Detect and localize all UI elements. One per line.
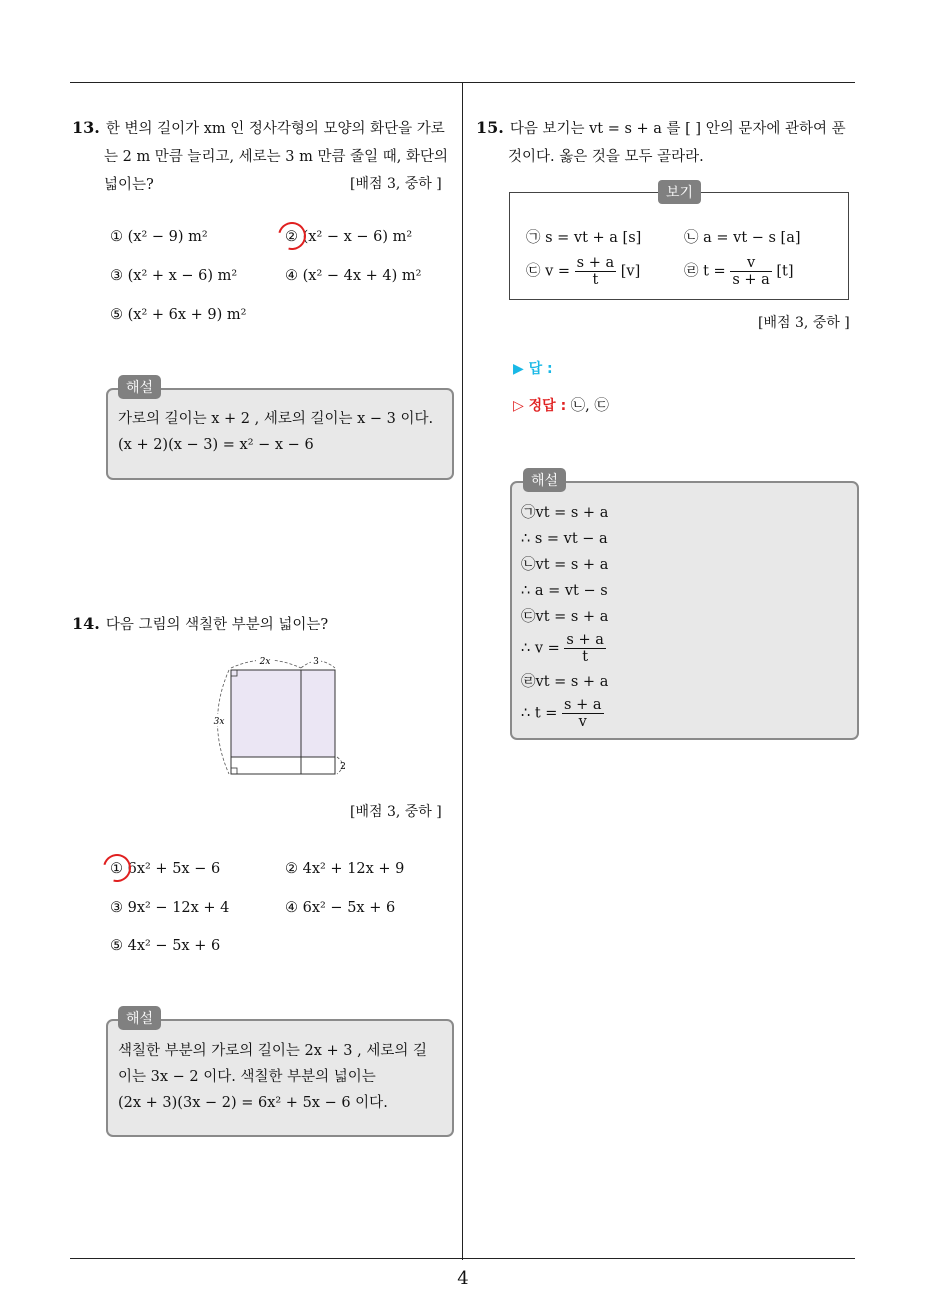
q13-line3: 넓이는? [104, 177, 154, 193]
q14-text [72, 610, 328, 639]
q14-choice-3[interactable]: ③ 9x² − 12x + 4 [110, 900, 230, 916]
q15-sol-l2: ∴ s = vt − a [521, 531, 608, 547]
q15-bogi-g4-fraction [730, 255, 771, 288]
q15-sol-l8-fraction [562, 697, 603, 730]
q15-bogi-g3-pre: ㉢ v = [526, 263, 571, 280]
q15-sol-l8 [521, 697, 608, 730]
q13-score: [배점 3, 중하 ] [350, 176, 442, 192]
q15-correct-value: ㉡, ㉢ [570, 398, 609, 414]
q15-score: [배점 3, 중하 ] [758, 315, 850, 331]
q15-number: 15. [476, 118, 504, 137]
q15-sol-l4: ∴ a = vt − s [521, 583, 608, 599]
q15-bogi-g4-pre: ㉣ t = [684, 263, 726, 280]
q13-solution-body [118, 406, 433, 458]
q13-choice-1[interactable]: ① (x² − 9) m² [110, 229, 208, 245]
q14-answer-mark [98, 849, 136, 887]
q13-solution-line2: (x + 2)(x − 3) = x² − x − 6 [118, 437, 314, 453]
q15-sol-l5: ㉢vt = s + a [521, 609, 609, 625]
q13-choice-3[interactable]: ③ (x² + x − 6) m² [110, 268, 238, 284]
q14-score: [배점 3, 중하 ] [350, 804, 442, 820]
q15-sol-l1: ㉠vt = s + a [521, 505, 609, 521]
q14-solution-line1: 색칠한 부분의 가로의 길이는 2x + 3 , 세로의 길 [118, 1043, 427, 1059]
q13-choice-5[interactable]: ⑤ (x² + 6x + 9) m² [110, 307, 247, 323]
q15-sol-l8-num: s + a [564, 697, 602, 713]
q14-figure [210, 650, 355, 780]
q15-sol-l8-den: v [578, 714, 587, 730]
q15-line2: 것이다. 옳은 것을 모두 골라라. [508, 149, 704, 165]
q13-answer-mark [273, 217, 311, 255]
q15-bogi-g4-den: s + a [732, 272, 770, 288]
q15-bogi-g3-num: s + a [576, 255, 615, 271]
q15-bogi-g3-post: [v] [620, 263, 641, 280]
q14-choice-1[interactable]: ① 6x² + 5x − 6 [110, 861, 221, 877]
q13-choice-4[interactable]: ④ (x² − 4x + 4) m² [285, 268, 422, 284]
q15-sol-l6-pre: ∴ v = [521, 640, 560, 657]
q15-sol-l6-num: s + a [566, 632, 604, 648]
q15-line1: 다음 보기는 vt = s + a 를 [ ] 안의 문자에 관하여 푼 [509, 121, 846, 137]
q14-shaded-region [231, 670, 335, 757]
q15-solution-body [521, 500, 608, 730]
q15-correct-label: ▷ 정답 : [513, 398, 567, 414]
q13-solution-line1: 가로의 길이는 x + 2 , 세로의 길이는 x − 3 이다. [118, 411, 434, 427]
q14-question: 다음 그림의 색칠한 부분의 넓이는? [105, 617, 329, 633]
q13-line2: 는 2 m 만큼 늘리고, 세로는 3 m 만큼 줄일 때, 화단의 [104, 149, 448, 165]
q13-number: 13. [72, 118, 100, 137]
q15-bogi-g3 [526, 255, 640, 288]
q14-solution-line3: (2x + 3)(3x − 2) = 6x² + 5x − 6 이다. [118, 1095, 388, 1111]
q15-bogi-g3-den: t [592, 272, 599, 288]
q14-label-3x: 3x [213, 717, 225, 727]
q14-choice-2[interactable]: ② 4x² + 12x + 9 [285, 861, 405, 877]
page-number: 4 [457, 1268, 469, 1289]
q13-line1: 한 변의 길이가 xm 인 정사각형의 모양의 화단을 가로 [105, 121, 445, 137]
q14-solution-tag: 해설 [118, 1006, 161, 1030]
q15-bogi-g4 [684, 255, 794, 288]
q15-sol-l6 [521, 632, 608, 665]
q15-solution-tag: 해설 [523, 468, 566, 492]
q15-sol-l6-fraction [564, 632, 605, 665]
q15-correct-answer [513, 394, 609, 415]
q13-solution-tag: 해설 [118, 375, 161, 399]
q14-choice-4[interactable]: ④ 6x² − 5x + 6 [285, 900, 396, 916]
q15-answer-label[interactable]: ▶ 답 : [513, 361, 553, 377]
q14-solution-line2: 이는 3x − 2 이다. 색칠한 부분의 넓이는 [118, 1069, 376, 1085]
q15-sol-l8-pre: ∴ t = [521, 705, 558, 722]
q13-choice-2[interactable]: ② (x² − x − 6) m² [285, 229, 413, 245]
q15-text [476, 114, 861, 171]
q15-sol-l7: ㉣vt = s + a [521, 674, 609, 690]
q14-number: 14. [72, 614, 100, 633]
q14-right-angle-bottom [231, 768, 237, 774]
q15-bogi-g4-post: [t] [776, 263, 794, 280]
q14-label-2x: 2x [259, 657, 271, 667]
column-divider [462, 82, 463, 1260]
q14-solution-body [118, 1038, 427, 1116]
q14-label-3: 3 [313, 657, 319, 667]
q15-bogi-g2: ㉡ a = vt − s [a] [684, 230, 801, 246]
q15-sol-l3: ㉡vt = s + a [521, 557, 609, 573]
q15-bogi-g4-num: v [730, 255, 771, 272]
q15-bogi-tag: 보기 [658, 180, 701, 204]
q15-bogi-g3-fraction [575, 255, 616, 288]
q14-choice-5[interactable]: ⑤ 4x² − 5x + 6 [110, 938, 221, 954]
q14-label-2: 2 [340, 762, 346, 772]
q15-bogi-g1: ㉠ s = vt + a [s] [526, 230, 642, 246]
q15-sol-l6-den: t [582, 649, 589, 665]
